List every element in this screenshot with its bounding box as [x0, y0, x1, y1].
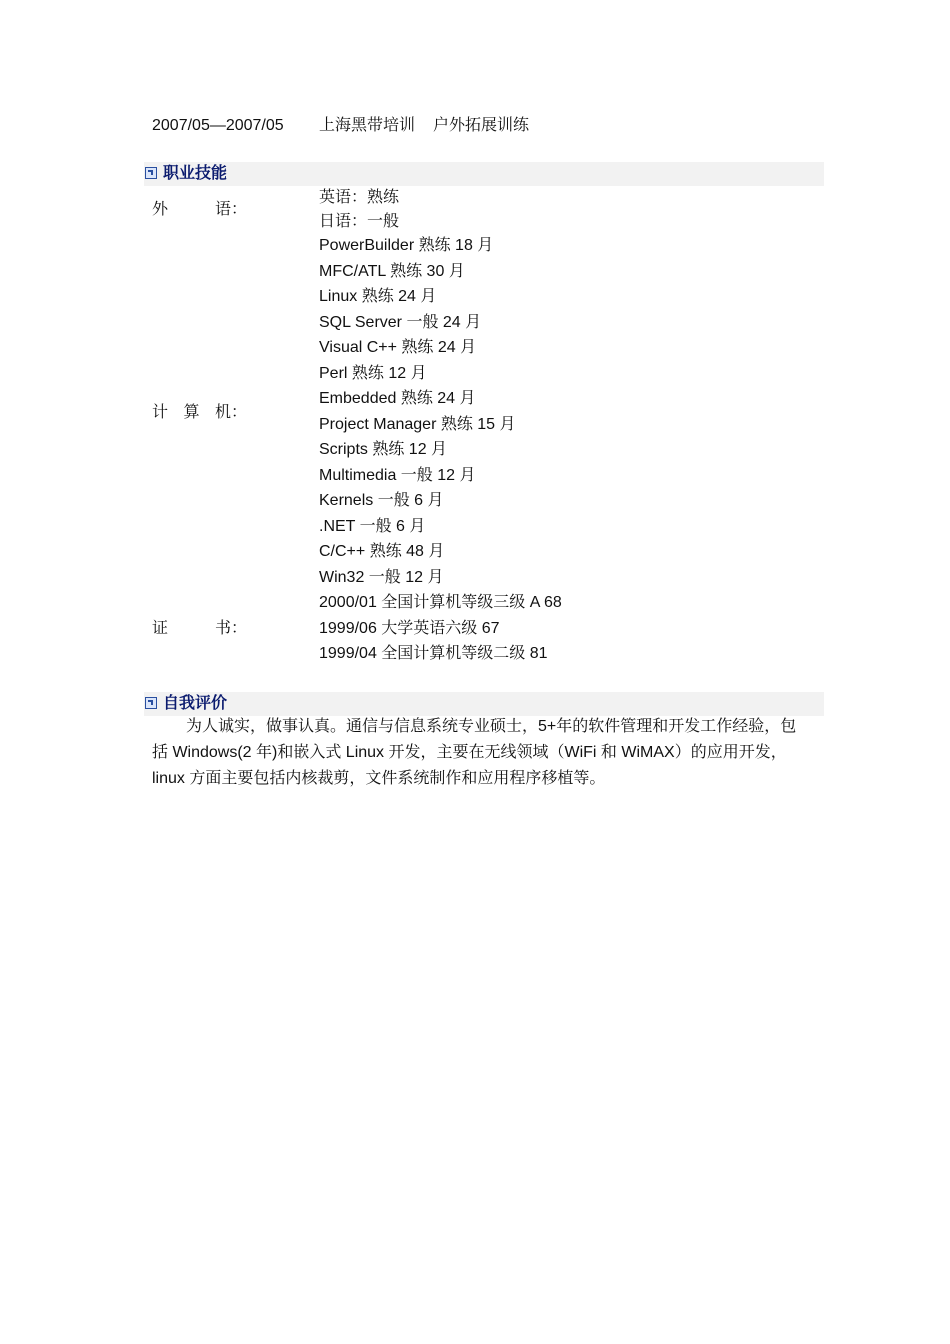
section-bullet-icon: [145, 697, 157, 709]
self-eval-text: 为人诚实，做事认真。通信与信息系统专业硕士，5+年的软件管理和开发工作经验，包括 Windows(2 年)和嵌入式 Linux 开发，主要在无线领域（WiFi 和 WiMAX）的应用开发，linux 方面主要包括内核裁剪，文件系统制作和应用程序移植等。: [152, 718, 797, 787]
list-item: PowerBuilder 熟练 18 月: [319, 237, 494, 254]
training-org: 上海黑带培训: [319, 117, 416, 134]
skills-title: 职业技能: [163, 165, 228, 182]
foreign-language-label: 外 语：: [152, 201, 247, 218]
foreign-language-list: [319, 186, 399, 234]
list-item: Kernels 一般 6 月: [319, 492, 444, 509]
list-item: C/C++ 熟练 48 月: [319, 543, 445, 560]
list-item: Win32 一般 12 月: [319, 568, 444, 586]
computer-skills-label: 计 算 机：: [152, 404, 247, 421]
list-item: Project Manager 熟练 15 月: [319, 415, 516, 433]
self-eval-title: 自我评价: [163, 695, 228, 712]
training-course: 户外拓展训练: [433, 117, 530, 134]
self-eval-section-header: [144, 692, 824, 716]
list-item: .NET 一般 6 月: [319, 517, 426, 535]
section-bullet-icon: [145, 167, 157, 179]
computer-skills-list: [319, 233, 516, 590]
skills-section-header: [144, 162, 824, 186]
list-item: Perl 熟练 12 月: [319, 364, 427, 382]
certificates-label: 证 书：: [152, 620, 247, 637]
list-item: 2000/01 全国计算机等级三级 A 68: [319, 594, 562, 611]
list-item: MFC/ATL 熟练 30 月: [319, 262, 465, 280]
training-date: 2007/05—2007/05: [152, 117, 284, 134]
list-item: 1999/06 大学英语六级 67: [319, 619, 500, 637]
certificates-list: [319, 590, 562, 667]
list-item: SQL Server 一般 24 月: [319, 313, 482, 331]
list-item: Multimedia 一般 12 月: [319, 466, 476, 484]
list-item: 日语：一般: [319, 213, 400, 230]
list-item: Linux 熟练 24 月: [319, 288, 437, 305]
list-item: 英语：熟练: [319, 189, 400, 206]
list-item: Embedded 熟练 24 月: [319, 390, 476, 407]
training-entry: [152, 114, 529, 138]
list-item: Scripts 熟练 12 月: [319, 441, 448, 458]
list-item: 1999/04 全国计算机等级二级 81: [319, 645, 548, 662]
list-item: Visual C++ 熟练 24 月: [319, 339, 477, 356]
